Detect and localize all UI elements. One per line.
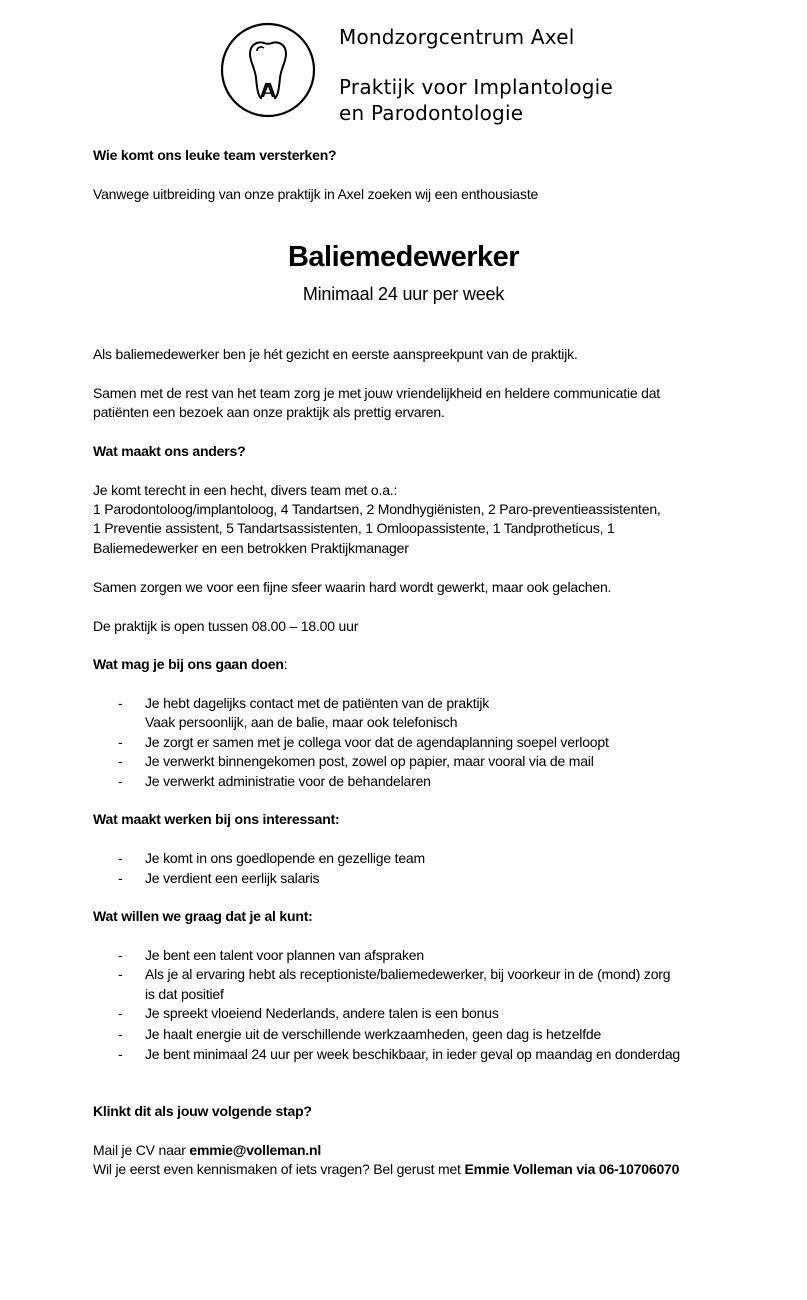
description-p2-line2: patiënten een bezoek aan onze praktijk als prettig ervaren.	[93, 404, 445, 420]
list-dash: -	[118, 1026, 123, 1042]
logo-letter: A	[262, 82, 274, 102]
phone-contact[interactable]: Emmie Volleman via 06-10706070	[464, 1161, 680, 1177]
description-p2-line1: Samen met de rest van het team zorg je met jouw vriendelijkheid en heldere communicatie dat	[93, 385, 660, 401]
list-item: Je bent een talent voor plannen van afspraken	[145, 947, 424, 963]
list-dash: -	[118, 773, 123, 789]
list-item: Vaak persoonlijk, aan de balie, maar ook telefonisch	[145, 714, 458, 730]
brand-subtitle-line1: Praktijk voor Implantologie	[339, 75, 613, 99]
different-heading: Wat maakt ons anders?	[93, 443, 246, 459]
skills-heading: Wat willen we graag dat je al kunt:	[93, 908, 313, 924]
contact-heading: Klinkt dit als jouw volgende stap?	[93, 1103, 312, 1119]
list-item: Je bent minimaal 24 uur per week beschikbaar, in ieder geval op maandag en donderdag	[145, 1046, 681, 1062]
contact-mail: Mail je CV naar emmie@volleman.nl	[93, 1142, 322, 1158]
interesting-heading: Wat maakt werken bij ons interessant:	[93, 811, 340, 827]
opening-hours: De praktijk is open tussen 08.00 – 18.00 uur	[93, 618, 359, 634]
list-item: Je spreekt vloeiend Nederlands, andere talen is een bonus	[145, 1005, 499, 1021]
tooth-logo-icon	[220, 22, 316, 118]
list-dash: -	[118, 734, 123, 750]
list-dash: -	[118, 870, 123, 886]
intro-text: Vanwege uitbreiding van onze praktijk in Axel zoeken wij een enthousiaste	[93, 186, 539, 202]
list-dash: -	[118, 947, 123, 963]
team-line4: Baliemedewerker en een betrokken Praktijkmanager	[93, 540, 409, 556]
intro-heading: Wie komt ons leuke team versterken?	[93, 147, 337, 163]
list-dash: -	[118, 753, 123, 769]
together-text: Samen zorgen we voor een fijne sfeer waarin hard wordt gewerkt, maar ook gelachen.	[93, 579, 612, 595]
list-item: Je zorgt er samen met je collega voor dat de agendaplanning soepel verloopt	[145, 734, 609, 750]
list-item: is dat positief	[145, 986, 224, 1002]
team-line2: 1 Parodontoloog/implantoloog, 4 Tandartsen, 2 Mondhygiënisten, 2 Paro-preventieassistenten,	[93, 501, 661, 517]
list-item: Je komt in ons goedlopende en gezellige team	[145, 850, 425, 866]
brand-subtitle-line2: en Parodontologie	[339, 101, 524, 125]
list-item: Je verwerkt administratie voor de behandelaren	[145, 773, 431, 789]
team-line3: 1 Preventie assistent, 5 Tandartsassistenten, 1 Omloopassistente, 1 Tandprotheticus, 1	[93, 520, 615, 536]
list-item: Als je al ervaring hebt als receptioniste/baliemedewerker, bij voorkeur in de (mond) zorg	[145, 966, 671, 982]
list-dash: -	[118, 966, 123, 982]
job-title: Baliemedewerker	[287, 241, 520, 273]
list-item: Je verdient een eerlijk salaris	[145, 870, 320, 886]
list-dash: -	[118, 695, 123, 711]
list-item: Je haalt energie uit de verschillende werkzaamheden, geen dag is hetzelfde	[145, 1026, 602, 1042]
team-line1: Je komt terecht in een hecht, divers team met o.a.:	[93, 482, 398, 498]
brand-name: Mondzorgcentrum Axel	[339, 25, 575, 49]
email-link[interactable]: emmie@volleman.nl	[189, 1142, 322, 1158]
list-dash: -	[118, 1005, 123, 1021]
tasks-heading: Wat mag je bij ons gaan doen:	[93, 656, 288, 672]
list-dash: -	[118, 850, 123, 866]
job-hours: Minimaal 24 uur per week	[302, 284, 505, 304]
list-dash: -	[118, 1046, 123, 1062]
list-item: Je hebt dagelijks contact met de patiënten van de praktijk	[145, 695, 490, 711]
description-p1: Als baliemedewerker ben je hét gezicht en eerste aanspreekpunt van de praktijk.	[93, 346, 578, 362]
contact-call: Wil je eerst even kennismaken of iets vragen? Bel gerust met Emmie Volleman via 06-10706070	[93, 1161, 680, 1177]
list-item: Je verwerkt binnengekomen post, zowel op papier, maar vooral via de mail	[145, 753, 594, 769]
